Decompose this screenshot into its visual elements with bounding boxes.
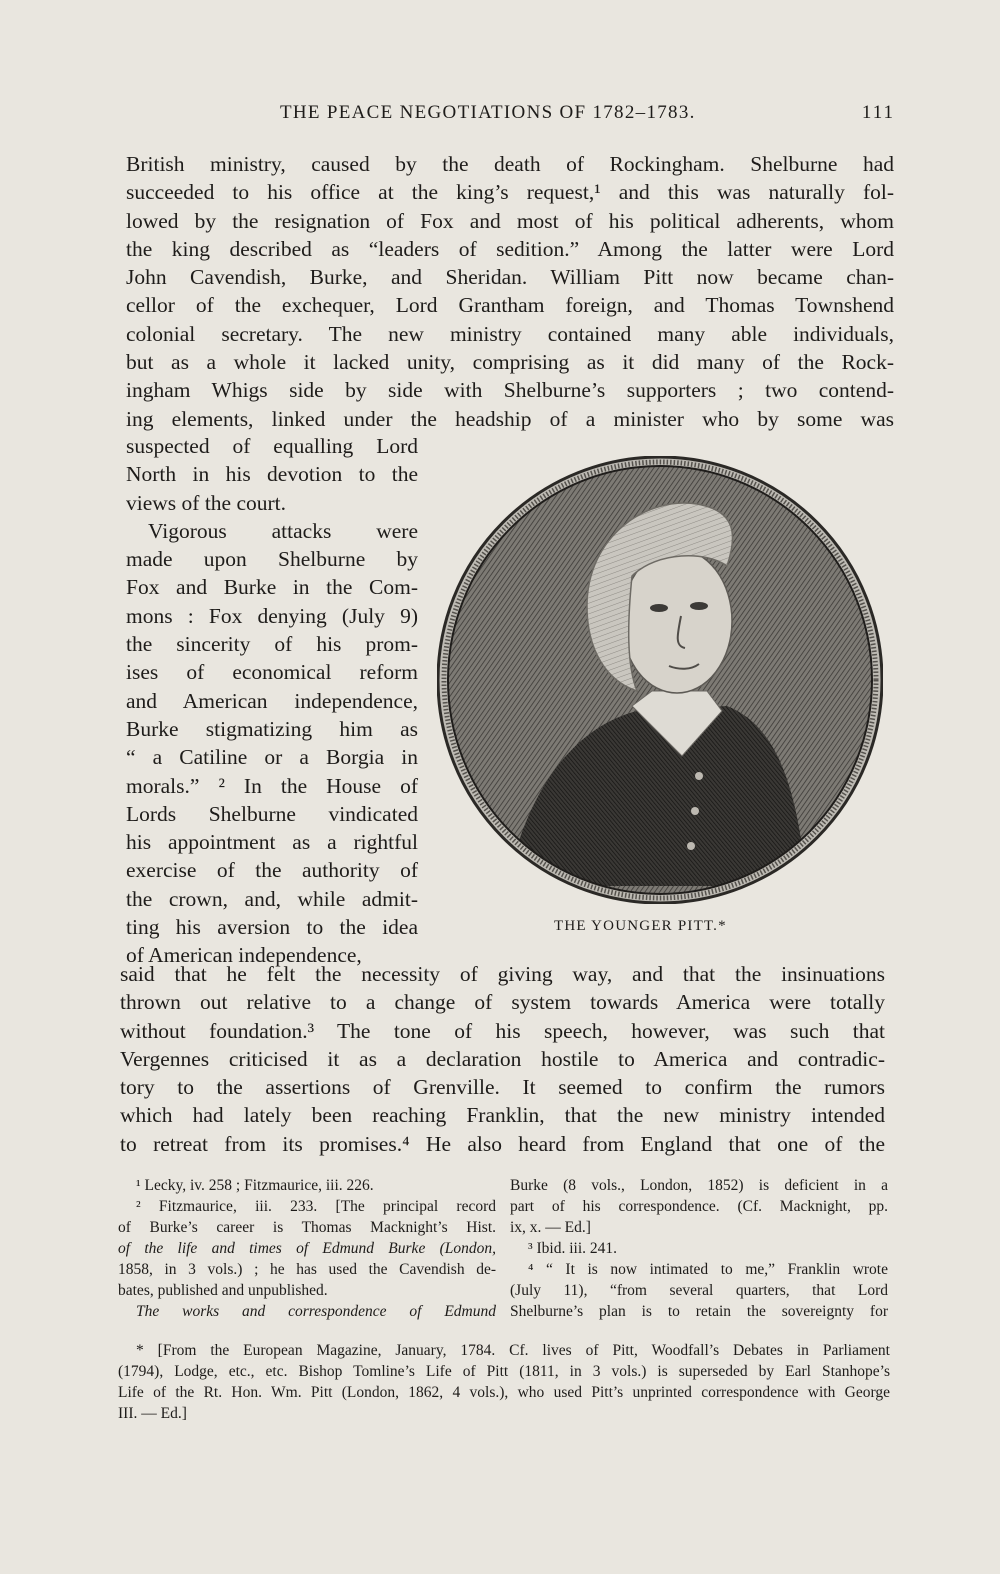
footnotes-right-column bbox=[510, 1175, 888, 1322]
text-line: ises of economical reform bbox=[126, 660, 418, 685]
footnote-line: 1858, in 3 vols.) ; he has used the Cavendish de- bbox=[118, 1261, 496, 1278]
text-line: made upon Shelburne by bbox=[126, 547, 418, 572]
footnote-line: * [From the European Magazine, January, 1784. Cf. lives of Pitt, Woodfall’s Debates in Parliament bbox=[136, 1342, 890, 1359]
footnote-line: bates, published and unpublished. bbox=[118, 1282, 328, 1299]
text-line: mons : Fox denying (July 9) bbox=[126, 603, 418, 628]
text-line: and American independence, bbox=[126, 688, 418, 713]
footnote-line: ¹ Lecky, iv. 258 ; Fitzmaurice, iii. 226. bbox=[136, 1177, 374, 1194]
text-line: succeeded to his office at the king’s request,¹ and this was naturally fol- bbox=[126, 180, 894, 205]
text-line: without foundation.³ The tone of his speech, however, was such that bbox=[120, 1018, 885, 1043]
text-line: but as a whole it lacked unity, comprising as it did many of the Rock- bbox=[126, 350, 894, 375]
page-number: 111 bbox=[861, 102, 895, 123]
footnote-line: III. — Ed.] bbox=[118, 1405, 187, 1422]
text-line: “ a Catiline or a Borgia in bbox=[126, 745, 418, 770]
text-line: his appointment as a rightful bbox=[126, 830, 418, 855]
text-line: lowed by the resignation of Fox and most of his political adherents, whom bbox=[126, 208, 894, 233]
footnote-line: (1794), Lodge, etc., etc. Bishop Tomline’s Life of Pitt (1811, in 3 vols.) is superseded by Earl Stanhope’s bbox=[118, 1363, 890, 1380]
footnote-line: ⁴ “ It is now intimated to me,” Franklin wrote bbox=[528, 1261, 888, 1278]
text-line: morals.” ² In the House of bbox=[126, 773, 418, 798]
text-line: Vergennes criticised it as a declaration hostile to America and contradic- bbox=[120, 1046, 885, 1071]
text-line: suspected of equalling Lord bbox=[126, 434, 418, 458]
footnote-line: Burke (8 vols., London, 1852) is deficient in a bbox=[510, 1177, 888, 1194]
footnote-line: part of his correspondence. (Cf. Macknight, pp. bbox=[510, 1198, 888, 1215]
footnote-line: Life of the Rt. Hon. Wm. Pitt (London, 1862, 4 vols.), who used Pitt’s unprinted correspondence with George bbox=[118, 1384, 890, 1401]
narrow-text-column bbox=[126, 432, 418, 970]
text-line: ting his aversion to the idea bbox=[126, 915, 418, 940]
text-line: thrown out relative to a change of system towards America were totally bbox=[120, 990, 885, 1015]
text-line: British ministry, caused by the death of Rockingham. Shelburne had bbox=[126, 152, 894, 176]
running-head bbox=[120, 102, 895, 132]
text-line: Vigorous attacks were bbox=[148, 518, 418, 543]
footnote-line: of Burke’s career is Thomas Macknight’s Hist. bbox=[118, 1219, 496, 1236]
text-line: the king described as “leaders of sedition.” Among the latter were Lord bbox=[126, 236, 894, 261]
figure-caption: THE YOUNGER PITT.* bbox=[554, 918, 727, 934]
running-title: THE PEACE NEGOTIATIONS OF 1782–1783. bbox=[280, 102, 696, 123]
footnote-line: ³ Ibid. iii. 241. bbox=[528, 1240, 618, 1257]
text-line: tory to the assertions of Grenville. It seemed to confirm the rumors bbox=[120, 1075, 885, 1100]
text-line: said that he felt the necessity of giving way, and that the insinuations bbox=[120, 962, 885, 986]
portrait-engraving bbox=[437, 456, 883, 904]
text-line: the crown, and, while admit- bbox=[126, 886, 418, 911]
footnote-line: The works and correspondence of Edmund bbox=[136, 1303, 496, 1320]
body-paragraph-bottom bbox=[120, 960, 888, 1158]
text-line: of American independence, bbox=[126, 943, 362, 968]
text-line: ing elements, linked under the headship of a minister who by some was bbox=[126, 406, 894, 431]
footnote-line: Shelburne’s plan is to retain the sovereignty for bbox=[510, 1303, 888, 1320]
text-line: John Cavendish, Burke, and Sheridan. William Pitt now became chan- bbox=[126, 265, 894, 290]
text-line: North in his devotion to the bbox=[126, 462, 418, 487]
text-line: Lords Shelburne vindicated bbox=[126, 801, 418, 826]
text-line: ingham Whigs side by side with Shelburne’s supporters ; two contend- bbox=[126, 378, 894, 403]
footnote-line: (July 11), “from several quarters, that Lord bbox=[510, 1282, 888, 1299]
text-line: exercise of the authority of bbox=[126, 858, 418, 883]
text-line: views of the court. bbox=[126, 490, 287, 515]
footnotes-left-column bbox=[118, 1175, 496, 1322]
footnote-line: ix, x. — Ed.] bbox=[510, 1219, 591, 1236]
text-line: colonial secretary. The new ministry contained many able individuals, bbox=[126, 321, 894, 346]
body-paragraph-top bbox=[126, 150, 894, 433]
text-line: to retreat from its promises.⁴ He also heard from England that one of the bbox=[120, 1131, 885, 1156]
footnote-line: ² Fitzmaurice, iii. 233. [The principal record bbox=[136, 1198, 496, 1215]
text-line: the sincerity of his prom- bbox=[126, 632, 418, 657]
footnote-line: of the life and times of Edmund Burke (London, bbox=[118, 1240, 496, 1257]
text-line: Burke stigmatizing him as bbox=[126, 716, 418, 741]
text-line: which had lately been reaching Franklin, that the new ministry intended bbox=[120, 1103, 885, 1128]
text-line: Fox and Burke in the Com- bbox=[126, 575, 418, 600]
text-line: cellor of the exchequer, Lord Grantham foreign, and Thomas Townshend bbox=[126, 293, 894, 318]
figure-source-note bbox=[118, 1340, 890, 1424]
